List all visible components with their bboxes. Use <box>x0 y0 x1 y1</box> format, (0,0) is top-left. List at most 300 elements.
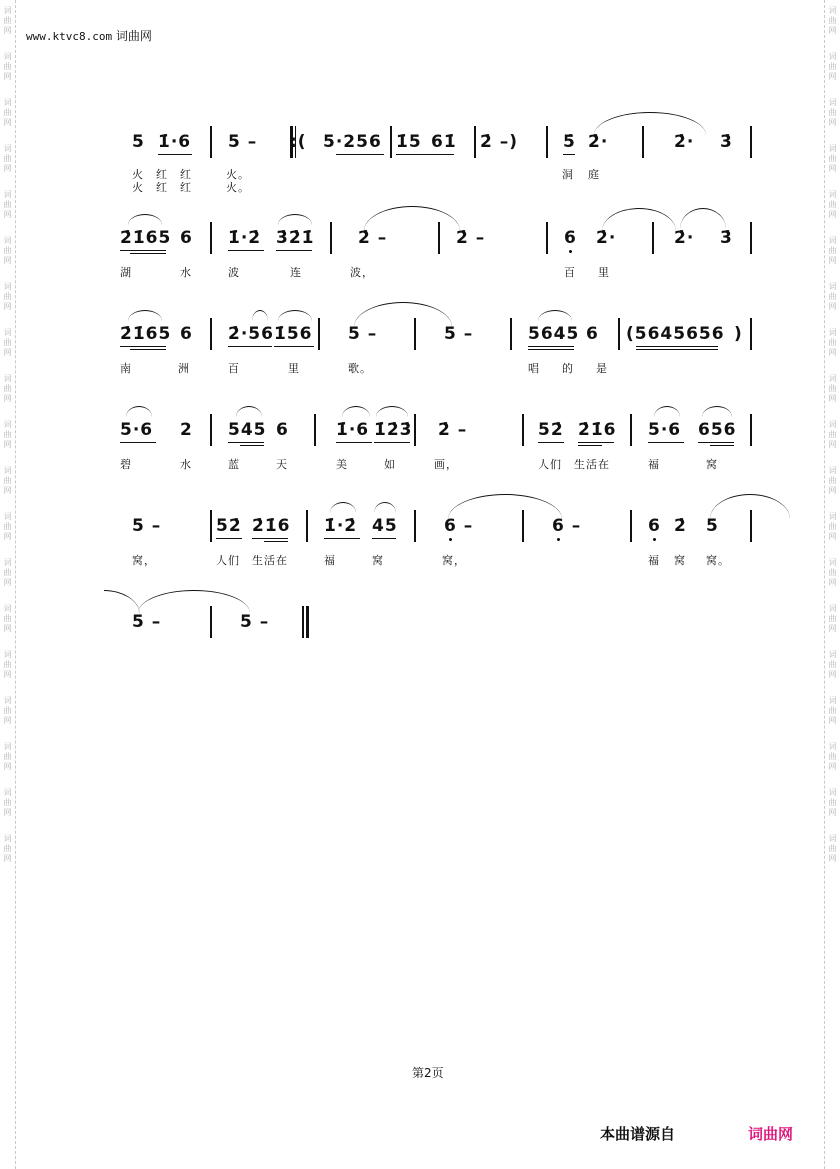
note: 5645 <box>528 324 580 344</box>
lyric: 湖 <box>120 266 132 279</box>
note: 1̇2̇3̇ <box>374 420 413 440</box>
watermark-char: 词 <box>3 190 12 199</box>
watermark-char: 曲 <box>828 62 837 71</box>
note: 1̇·2̇ <box>324 516 358 536</box>
watermark-char: 词 <box>3 144 12 153</box>
barline <box>210 318 212 350</box>
note: 2̇1̇65 <box>120 324 172 344</box>
barline <box>414 510 416 542</box>
watermark-char: 词 <box>3 236 12 245</box>
final-barline-thin <box>302 606 304 638</box>
watermark-char: 曲 <box>3 154 12 163</box>
slur-arc <box>680 208 726 229</box>
barline <box>618 318 620 350</box>
site-header <box>26 27 152 44</box>
note: 2̇ – <box>456 228 486 248</box>
watermark-char: 曲 <box>828 246 837 255</box>
lyric: 画， <box>434 458 458 471</box>
left-watermark-strip <box>0 0 16 1169</box>
watermark-char: 词 <box>828 52 837 61</box>
watermark-char: 词 <box>828 512 837 521</box>
note: 2̇· <box>674 228 695 248</box>
tie-arc <box>364 206 460 231</box>
watermark-char: 曲 <box>828 430 837 439</box>
watermark-char: 网 <box>3 164 12 173</box>
watermark-char: 词 <box>3 650 12 659</box>
lyric: 美 <box>336 458 348 471</box>
watermark-char: 网 <box>828 302 837 311</box>
lyric: 窝 <box>706 458 718 471</box>
note: 1̇5 <box>396 132 422 152</box>
watermark-char: 曲 <box>3 338 12 347</box>
note: 5̇ <box>563 132 576 152</box>
watermark-group <box>829 788 837 818</box>
watermark-char: 词 <box>3 696 12 705</box>
watermark-char: 曲 <box>3 200 12 209</box>
note: 5 – <box>348 324 378 344</box>
watermark-char: 网 <box>3 302 12 311</box>
lyric: 庭 <box>588 168 600 181</box>
watermark-group <box>4 834 12 864</box>
lyric: 红 <box>180 181 192 194</box>
lyric: 窝， <box>132 554 156 567</box>
lyric: 歌。 <box>348 362 372 375</box>
watermark-char: 网 <box>3 256 12 265</box>
underline <box>372 538 396 539</box>
note: :( <box>290 132 307 152</box>
note: 6 <box>180 324 193 344</box>
lyric: 是 <box>596 362 608 375</box>
site-url[interactable]: www.ktvc8.com <box>26 30 113 43</box>
watermark-char: 网 <box>3 394 12 403</box>
watermark-group <box>4 6 12 36</box>
barline <box>210 222 212 254</box>
barline <box>750 318 752 350</box>
underline <box>698 442 734 443</box>
slur-arc <box>342 406 370 417</box>
watermark-char: 网 <box>828 210 837 219</box>
underline <box>274 346 314 347</box>
watermark-char: 曲 <box>828 16 837 25</box>
note: 2̇· <box>588 132 609 152</box>
note: 3̇2̇1̇ <box>276 228 315 248</box>
lyric: 人们 <box>538 458 562 471</box>
underline <box>228 346 272 347</box>
watermark-char: 词 <box>828 144 837 153</box>
note: 5 – <box>444 324 474 344</box>
underline <box>636 349 718 350</box>
note: 2̇· <box>596 228 617 248</box>
watermark-char: 曲 <box>3 844 12 853</box>
source-label: 本曲谱源自 <box>600 1125 676 1143</box>
watermark-group <box>829 282 837 312</box>
slur-arc <box>236 406 262 417</box>
page-number: 第2页 <box>412 1066 444 1080</box>
watermark-char: 词 <box>828 328 837 337</box>
note: 6 – <box>552 516 582 536</box>
underline <box>158 154 192 155</box>
underline <box>216 538 242 539</box>
watermark-group <box>4 512 12 542</box>
barline <box>210 126 212 158</box>
lyric: 里 <box>598 266 610 279</box>
watermark-char: 曲 <box>828 614 837 623</box>
watermark-char: 网 <box>828 26 837 35</box>
underline <box>120 442 156 443</box>
low-dot <box>569 250 572 253</box>
lyric: 火。 <box>226 181 250 194</box>
tie-arc <box>448 494 562 519</box>
note: 2̇· <box>674 132 695 152</box>
watermark-group <box>4 420 12 450</box>
lyric: 生活在 <box>252 554 288 567</box>
watermark-char: 曲 <box>3 108 12 117</box>
underline <box>396 154 454 155</box>
watermark-char: 网 <box>828 440 837 449</box>
watermark-char: 曲 <box>828 706 837 715</box>
watermark-char: 曲 <box>3 476 12 485</box>
underline <box>120 346 166 347</box>
low-dot <box>557 538 560 541</box>
note: 52̇ <box>216 516 242 536</box>
low-dot <box>449 538 452 541</box>
watermark-char: 曲 <box>3 752 12 761</box>
barline <box>210 510 212 542</box>
watermark-char: 词 <box>3 282 12 291</box>
watermark-char: 曲 <box>828 476 837 485</box>
note: 2̇·56 <box>228 324 274 344</box>
watermark-char: 网 <box>3 624 12 633</box>
note: 2̇ – <box>358 228 388 248</box>
underline <box>276 250 312 251</box>
watermark-char: 词 <box>3 52 12 61</box>
note: 545 <box>228 420 267 440</box>
watermark-char: 词 <box>828 6 837 15</box>
watermark-char: 网 <box>3 348 12 357</box>
watermark-char: 网 <box>828 854 837 863</box>
watermark-group <box>829 236 837 266</box>
watermark-char: 词 <box>3 788 12 797</box>
lyric-row-5 <box>118 552 754 568</box>
watermark-group <box>829 420 837 450</box>
watermark-group <box>4 328 12 358</box>
lyric: 唱 <box>528 362 540 375</box>
watermark-char: 词 <box>3 328 12 337</box>
lyric: 波， <box>350 266 374 279</box>
watermark-char: 网 <box>828 256 837 265</box>
score-row-6 <box>118 604 754 634</box>
underline <box>578 442 614 443</box>
note: 1̇·6 <box>336 420 370 440</box>
note: 1̇56 <box>274 324 313 344</box>
watermark-group <box>4 466 12 496</box>
watermark-char: 曲 <box>3 706 12 715</box>
watermark-char: 词 <box>828 98 837 107</box>
note: 2̇1̇65 <box>120 228 172 248</box>
note: 6 <box>648 516 661 536</box>
slur-arc <box>376 406 408 417</box>
watermark-group <box>4 52 12 82</box>
note: 6 <box>586 324 599 344</box>
barline <box>330 222 332 254</box>
lyric: 火 <box>132 181 144 194</box>
watermark-char: 网 <box>828 72 837 81</box>
underline <box>528 346 574 347</box>
slur-arc <box>128 214 162 225</box>
slur-arc <box>330 502 356 513</box>
lyric-row-4 <box>118 456 754 472</box>
watermark-char: 词 <box>828 742 837 751</box>
watermark-char: 网 <box>3 486 12 495</box>
underline <box>228 250 264 251</box>
note: 3̇ <box>720 132 733 152</box>
watermark-char: 网 <box>3 716 12 725</box>
barline <box>414 414 416 446</box>
watermark-char: 曲 <box>3 16 12 25</box>
watermark-char: 网 <box>3 670 12 679</box>
watermark-char: 网 <box>828 808 837 817</box>
barline <box>306 510 308 542</box>
note: 1̇·6 <box>158 132 192 152</box>
watermark-char: 词 <box>828 696 837 705</box>
note: 6 <box>564 228 577 248</box>
watermark-char: 曲 <box>3 614 12 623</box>
lyric-row-3 <box>118 360 754 376</box>
lyric: 蓝 <box>228 458 240 471</box>
note: 5 – <box>228 132 258 152</box>
lyric: 人们 <box>216 554 240 567</box>
watermark-char: 词 <box>828 604 837 613</box>
barline <box>546 126 548 158</box>
score-row-1 <box>118 124 754 154</box>
note: 6 – <box>444 516 474 536</box>
watermark-char: 曲 <box>3 568 12 577</box>
watermark-group <box>829 696 837 726</box>
slur-arc <box>278 214 312 225</box>
watermark-char: 词 <box>3 374 12 383</box>
slur-arc <box>128 310 162 321</box>
score-row-2 <box>118 220 754 250</box>
watermark-group <box>4 98 12 128</box>
underline <box>528 349 574 350</box>
lyric: 窝。 <box>706 554 730 567</box>
lyric: 红 <box>156 168 168 181</box>
watermark-char: 网 <box>3 762 12 771</box>
watermark-char: 词 <box>3 98 12 107</box>
watermark-group <box>829 512 837 542</box>
note: 2̇ – <box>438 420 468 440</box>
watermark-char: 网 <box>828 716 837 725</box>
watermark-char: 曲 <box>828 108 837 117</box>
watermark-group <box>829 144 837 174</box>
lyric: 百 <box>228 362 240 375</box>
watermark-char: 词 <box>3 512 12 521</box>
watermark-char: 网 <box>828 670 837 679</box>
lyric-row-1b <box>118 179 754 195</box>
watermark-char: 网 <box>3 440 12 449</box>
watermark-group <box>829 98 837 128</box>
note: 5·6 <box>120 420 154 440</box>
underline <box>252 538 288 539</box>
barline <box>750 126 752 158</box>
watermark-char: 曲 <box>828 200 837 209</box>
note: 5 – <box>132 516 162 536</box>
watermark-char: 网 <box>828 164 837 173</box>
note: 2 <box>180 420 193 440</box>
watermark-char: 词 <box>3 604 12 613</box>
underline <box>130 349 166 350</box>
watermark-group <box>4 144 12 174</box>
watermark-char: 曲 <box>3 62 12 71</box>
note: 6 <box>180 228 193 248</box>
note: 2̇ <box>674 516 687 536</box>
note: 5 – <box>240 612 270 632</box>
watermark-group <box>829 650 837 680</box>
watermark-char: 网 <box>3 854 12 863</box>
underline <box>336 442 372 443</box>
tie-arc <box>138 590 250 613</box>
note: 5 – <box>132 612 162 632</box>
slur-arc <box>538 310 572 321</box>
barline <box>314 414 316 446</box>
underline <box>120 250 166 251</box>
lyric: 连 <box>290 266 302 279</box>
watermark-group <box>829 466 837 496</box>
watermark-char: 网 <box>828 486 837 495</box>
note: 3̇ <box>720 228 733 248</box>
underline <box>240 445 264 446</box>
watermark-char: 网 <box>3 808 12 817</box>
barline <box>390 126 392 158</box>
barline <box>414 318 416 350</box>
barline <box>510 318 512 350</box>
note: 61̇ <box>431 132 457 152</box>
lyric: 洞 <box>562 168 574 181</box>
score-row-3 <box>118 316 754 346</box>
watermark-group <box>829 834 837 864</box>
watermark-char: 曲 <box>828 844 837 853</box>
slur-arc <box>278 310 312 321</box>
watermark-group <box>4 558 12 588</box>
lyric: 红 <box>180 168 192 181</box>
watermark-char: 词 <box>828 420 837 429</box>
tie-arc <box>602 208 676 231</box>
barline <box>642 126 644 158</box>
watermark-char: 网 <box>3 578 12 587</box>
barline <box>546 222 548 254</box>
watermark-group <box>829 374 837 404</box>
watermark-char: 曲 <box>828 292 837 301</box>
lyric: 波 <box>228 266 240 279</box>
watermark-group <box>829 52 837 82</box>
barline <box>522 510 524 542</box>
watermark-char: 词 <box>828 466 837 475</box>
underline <box>336 154 384 155</box>
lyric-row-2 <box>118 264 754 280</box>
watermark-char: 词 <box>828 558 837 567</box>
low-dot <box>653 538 656 541</box>
watermark-char: 曲 <box>3 522 12 531</box>
lyric: 窝， <box>442 554 466 567</box>
watermark-char: 网 <box>3 532 12 541</box>
barline <box>210 414 212 446</box>
watermark-char: 曲 <box>3 798 12 807</box>
lyric: 天 <box>276 458 288 471</box>
watermark-char: 网 <box>3 26 12 35</box>
watermark-group <box>4 650 12 680</box>
tie-arc <box>354 302 452 327</box>
note: 6 <box>276 420 289 440</box>
watermark-char: 词 <box>828 650 837 659</box>
lyric: 福 <box>648 554 660 567</box>
watermark-char: 词 <box>828 374 837 383</box>
watermark-char: 曲 <box>3 430 12 439</box>
underline <box>324 538 360 539</box>
lyric: 百 <box>564 266 576 279</box>
lyric: 生活在 <box>574 458 610 471</box>
brand-link[interactable]: 词曲网 <box>748 1125 794 1143</box>
underline <box>264 541 288 542</box>
watermark-char: 词 <box>828 834 837 843</box>
watermark-char: 词 <box>3 742 12 751</box>
watermark-char: 曲 <box>828 522 837 531</box>
lyric: 的 <box>562 362 574 375</box>
note: 5·6 <box>648 420 682 440</box>
lyric: 福 <box>648 458 660 471</box>
lyric: 红 <box>156 181 168 194</box>
watermark-char: 曲 <box>3 246 12 255</box>
note: 2̇ –) <box>480 132 519 152</box>
underline <box>228 442 264 443</box>
score-row-5 <box>118 508 754 538</box>
watermark-char: 词 <box>3 834 12 843</box>
lyric: 福 <box>324 554 336 567</box>
underline <box>374 442 410 443</box>
underline <box>578 445 602 446</box>
barline <box>630 510 632 542</box>
lyric: 碧 <box>120 458 132 471</box>
barline <box>630 414 632 446</box>
lyric: 窝 <box>674 554 686 567</box>
barline <box>522 414 524 446</box>
watermark-group <box>4 788 12 818</box>
watermark-char: 网 <box>828 762 837 771</box>
watermark-group <box>829 742 837 772</box>
watermark-char: 网 <box>828 532 837 541</box>
lyric: 火。 <box>226 168 250 181</box>
slur-arc <box>702 406 732 417</box>
watermark-group <box>829 6 837 36</box>
note: 45 <box>372 516 398 536</box>
note: (5645656 <box>626 324 725 344</box>
underline <box>636 346 718 347</box>
watermark-char: 词 <box>828 236 837 245</box>
watermark-char: 词 <box>828 788 837 797</box>
slur-arc <box>654 406 680 417</box>
watermark-char: 曲 <box>828 752 837 761</box>
watermark-char: 曲 <box>828 384 837 393</box>
lyric: 洲 <box>178 362 190 375</box>
watermark-char: 曲 <box>828 568 837 577</box>
lyric: 水 <box>180 266 192 279</box>
watermark-group <box>829 558 837 588</box>
barline <box>750 222 752 254</box>
watermark-char: 网 <box>828 394 837 403</box>
watermark-char: 网 <box>3 118 12 127</box>
watermark-group <box>4 696 12 726</box>
underline <box>130 253 166 254</box>
watermark-char: 词 <box>3 6 12 15</box>
